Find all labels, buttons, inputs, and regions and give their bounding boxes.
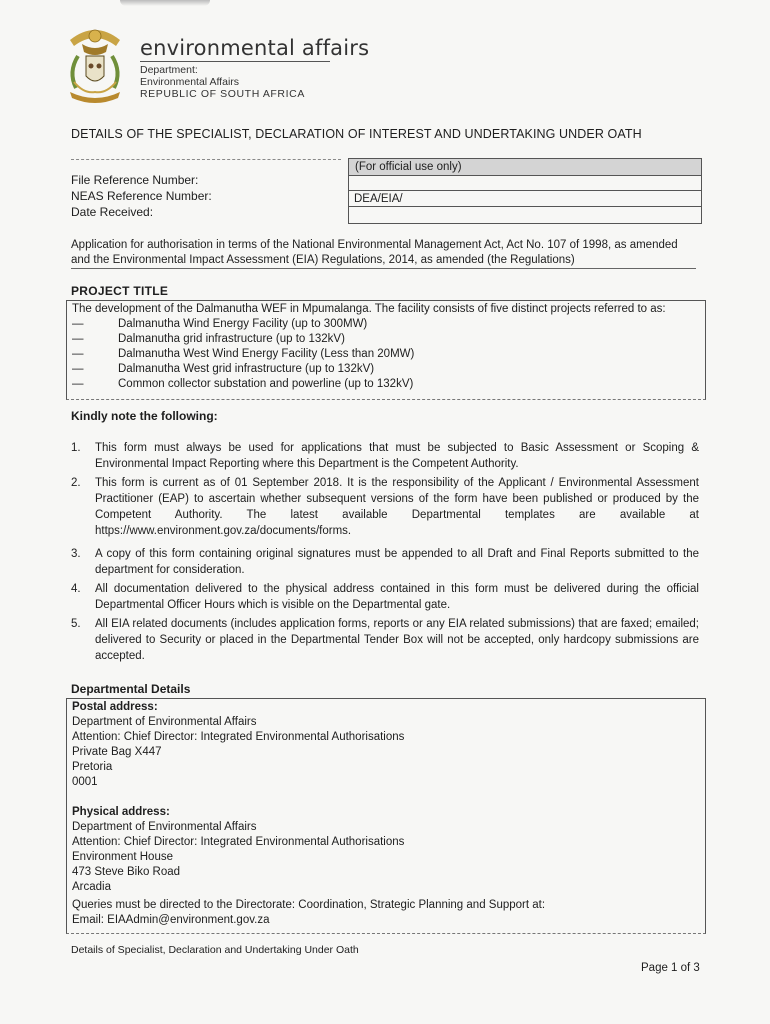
project-item: — Dalmanutha West Wind Energy Facility (Less than 20MW) xyxy=(72,348,415,360)
department-title: environmental affairs xyxy=(140,36,370,60)
official-use-heading: (For official use only) xyxy=(349,159,701,175)
departmental-details-heading: Departmental Details xyxy=(71,682,191,696)
note-item: 4. All documentation delivered to the physical address contained in this form must be delivered during the official Departmental Officer Hours which is visible on the Departmental gate. xyxy=(71,583,699,611)
neas-reference-field[interactable]: DEA/EIA/ xyxy=(349,190,701,207)
physical-line: Department of Environmental Affairs xyxy=(72,821,257,833)
page-number: Page 1 of 3 xyxy=(641,962,700,974)
bullet-dash: — xyxy=(72,318,84,330)
physical-line: 473 Steve Biko Road xyxy=(72,866,181,878)
application-rule xyxy=(71,268,696,269)
physical-line: Attention: Chief Director: Integrated Environmental Authorisations xyxy=(72,836,405,848)
queries-text: Queries must be directed to the Directorate: Coordination, Strategic Planning and Support at: xyxy=(72,899,546,911)
physical-line: Arcadia xyxy=(72,881,111,893)
date-received-label: Date Received: xyxy=(71,205,154,219)
department-name: Environmental Affairs xyxy=(140,76,240,88)
note-item: 2. This form is current as of 01 September 2018. It is the responsibility of the Applicant / Environmental Assessment Practitioner (EAP) to ascertain whether subsequent versions of the form have been published or produced by the Competent Authority. The latest available Departmental templates are available at https://www.environment.gov.za/documents/forms. xyxy=(71,477,699,537)
note-item: 3. A copy of this form containing original signatures must be appended to all Draft and Final Reports submitted to the department for consideration. xyxy=(71,548,699,576)
postal-line: 0001 xyxy=(72,776,98,788)
postal-address-heading: Postal address: xyxy=(72,701,158,713)
application-statement xyxy=(71,238,701,268)
scan-shadow xyxy=(120,0,210,6)
postal-line: Attention: Chief Director: Integrated Environmental Authorisations xyxy=(72,731,405,743)
bullet-dash: — xyxy=(72,348,84,360)
official-use-box xyxy=(348,158,702,224)
file-reference-label: File Reference Number: xyxy=(71,173,199,187)
postal-line: Pretoria xyxy=(72,761,113,773)
project-item: — Dalmanutha grid infrastructure (up to 132kV) xyxy=(72,333,345,345)
file-reference-field[interactable] xyxy=(349,175,701,191)
notes-heading: Kindly note the following: xyxy=(71,409,218,423)
note-item: 1. This form must always be used for applications that must be subjected to Basic Assessment or Scoping & Environmental Impact Reporting where this Department is the Competent Authority. xyxy=(71,442,699,470)
note-item: 5. All EIA related documents (includes application forms, reports or any EIA related submissions) that are faxed; emailed; delivered to Security or placed in the Departmental Tender Box will not be accepted, only hardcopy submissions are accepted. xyxy=(71,618,699,662)
bullet-dash: — xyxy=(72,378,84,390)
project-item: — Dalmanutha West grid infrastructure (up to 132kV) xyxy=(72,363,375,375)
bullet-dash: — xyxy=(72,333,84,345)
document-title: DETAILS OF THE SPECIALIST, DECLARATION OF INTEREST AND UNDERTAKING UNDER OATH xyxy=(71,127,642,141)
department-label: Department: xyxy=(140,64,198,76)
physical-address-heading: Physical address: xyxy=(72,806,170,818)
date-received-field[interactable] xyxy=(349,206,701,223)
project-description: The development of the Dalmanutha WEF in Mpumalanga. The facility consists of five distinct projects referred to as: xyxy=(72,303,666,315)
email-link[interactable]: Email: EIAAdmin@environment.gov.za xyxy=(72,914,270,926)
header-rule xyxy=(140,61,330,62)
physical-line: Environment House xyxy=(72,851,173,863)
project-title-heading: PROJECT TITLE xyxy=(71,284,169,298)
postal-line: Private Bag X447 xyxy=(72,746,162,758)
footer-text: Details of Specialist, Declaration and Undertaking Under Oath xyxy=(71,944,359,956)
project-title-box xyxy=(66,300,706,400)
application-line-1: Application for authorisation in terms of the National Environmental Management Act, Act No. 107 of 1998, as amended xyxy=(71,239,678,251)
coat-of-arms-icon xyxy=(60,22,130,106)
project-item: — Dalmanutha Wind Energy Facility (up to 300MW) xyxy=(72,318,368,330)
country-name: REPUBLIC OF SOUTH AFRICA xyxy=(140,88,305,100)
postal-line: Department of Environmental Affairs xyxy=(72,716,257,728)
application-line-2: and the Environmental Impact Assessment (EIA) Regulations, 2014, as amended (the Regulations) xyxy=(71,254,575,266)
bullet-dash: — xyxy=(72,363,84,375)
neas-reference-label: NEAS Reference Number: xyxy=(71,189,212,203)
departmental-details-box xyxy=(66,698,706,934)
project-item: — Common collector substation and powerline (up to 132kV) xyxy=(72,378,414,390)
field-rule xyxy=(71,159,341,160)
